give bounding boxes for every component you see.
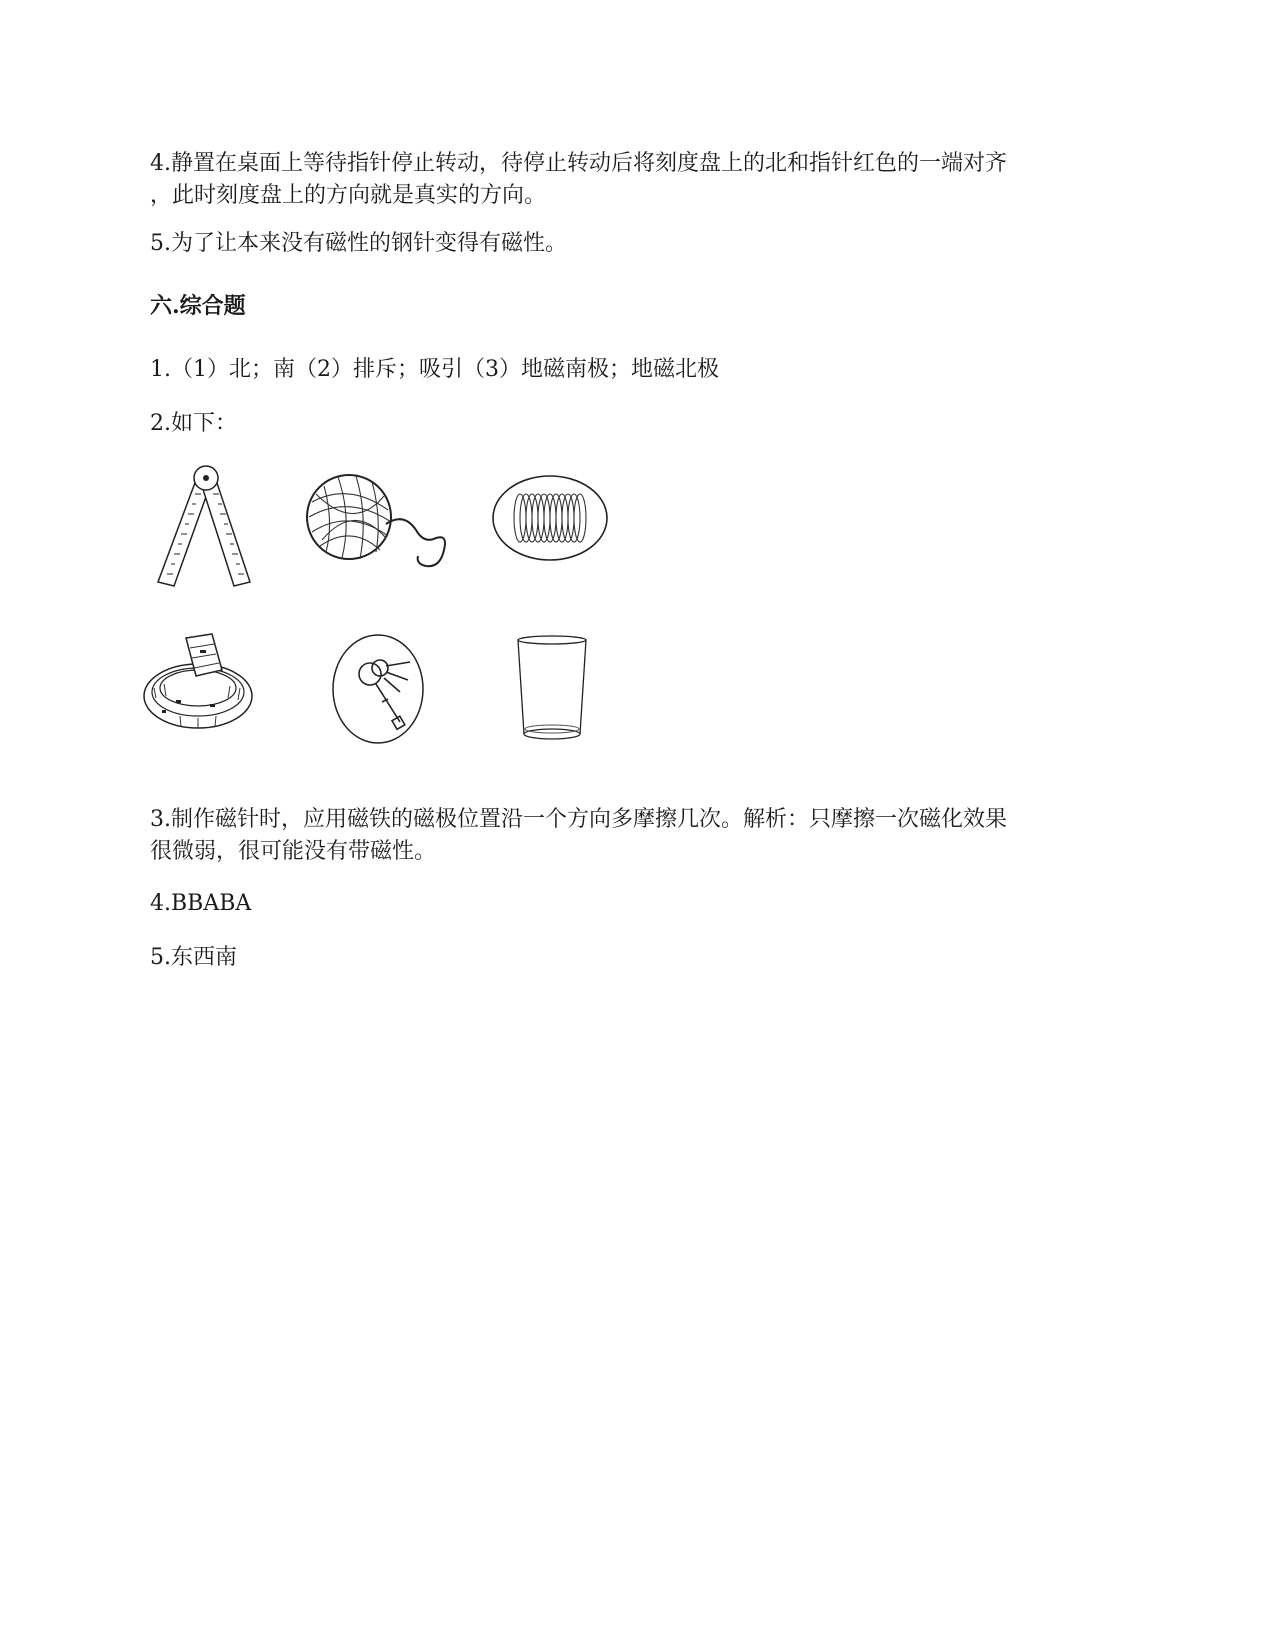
keys-icon — [330, 632, 426, 746]
spring-coil-icon — [490, 472, 610, 564]
section-heading: 六.综合题 — [150, 293, 246, 319]
answer-3-line-1: 3.制作磁针时，应用磁铁的磁极位置沿一个方向多摩擦几次。解析：只摩擦一次磁化效果 — [150, 807, 1007, 832]
answer-5-direction: 5.东西南 — [150, 945, 237, 970]
folding-ruler-icon — [150, 462, 260, 592]
answer-5: 5.为了让本来没有磁性的钢针变得有磁性。 — [150, 231, 567, 256]
tape-measure-icon — [140, 630, 258, 742]
answer-4-line-2: ，此时刻度盘上的方向就是真实的方向。 — [150, 183, 547, 208]
yarn-ball-icon — [304, 472, 449, 580]
answer-4: 4.BBABA — [150, 891, 252, 916]
answer-3-line-2: 很微弱，很可能没有带磁性。 — [150, 839, 437, 864]
answer-4-line-1: 4.静置在桌面上等待指针停止转动，待停止转动后将刻度盘上的北和指针红色的一端对齐 — [150, 151, 1007, 176]
answer-1: 1.（1）北；南（2）排斥；吸引（3）地磁南极；地磁北极 — [150, 357, 719, 382]
glass-cup-icon — [512, 634, 592, 744]
answer-2: 2.如下： — [150, 411, 237, 436]
